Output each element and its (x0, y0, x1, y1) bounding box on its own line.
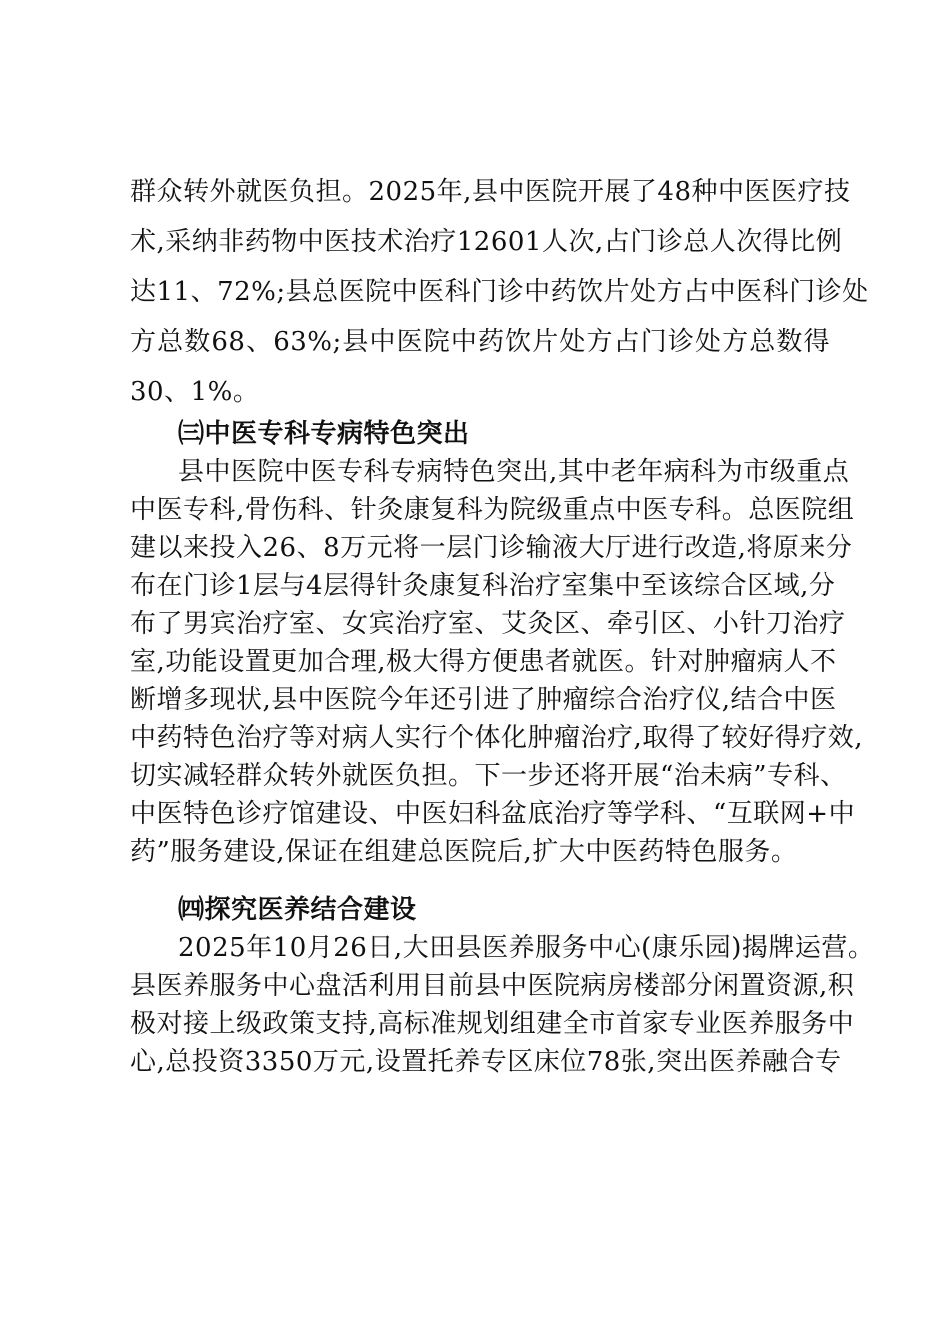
paragraph-line: 群众转外就医负担。2025年,县中医院开展了48种中医医疗技 (130, 177, 851, 207)
paragraph-line: 布了男宾治疗室、女宾治疗室、艾灸区、牵引区、小针刀治疗 (130, 609, 846, 639)
paragraph-line: 布在门诊1层与4层得针灸康复科治疗室集中至该综合区域,分 (130, 571, 836, 601)
paragraph-line: 中医特色诊疗馆建设、中医妇科盆底治疗等学科、“互联网+中 (130, 799, 856, 829)
section-heading: ㈢中医专科专病特色突出 (178, 419, 470, 449)
paragraph-line: 建以来投入26、8万元将一层门诊输液大厅进行改造,将原来分 (130, 533, 853, 563)
paragraph-line: 术,采纳非药物中医技术治疗12601人次,占门诊总人次得比例 (130, 227, 843, 257)
paragraph-line: 室,功能设置更加合理,极大得方便患者就医。针对肿瘤病人不 (130, 647, 837, 677)
paragraph-line: 心,总投资3350万元,设置托养专区床位78张,突出医养融合专 (130, 1047, 842, 1077)
paragraph-line: 断增多现状,县中医院今年还引进了肿瘤综合治疗仪,结合中医 (130, 685, 837, 715)
paragraph-line: 达11、72%;县总医院中医科门诊中药饮片处方占中医科门诊处 (130, 277, 869, 307)
paragraph-line: 方总数68、63%;县中医院中药饮片处方占门诊处方总数得 (130, 327, 830, 357)
paragraph-line: 中医专科,骨伤科、针灸康复科为院级重点中医专科。总医院组 (130, 495, 855, 525)
paragraph-line: 中药特色治疗等对病人实行个体化肿瘤治疗,取得了较好得疗效, (130, 723, 864, 753)
paragraph-line: 县中医院中医专科专病特色突出,其中老年病科为市级重点 (178, 457, 850, 487)
paragraph-line: 30、1%。 (130, 377, 260, 407)
paragraph-line: 极对接上级政策支持,高标准规划组建全市首家专业医养服务中 (130, 1009, 855, 1039)
paragraph-line: 2025年10月26日,大田县医养服务中心(康乐园)揭牌运营。 (178, 933, 875, 963)
paragraph-line: 药”服务建设,保证在组建总医院后,扩大中医药特色服务。 (130, 837, 798, 867)
paragraph-line: 县医养服务中心盘活利用目前县中医院病房楼部分闲置资源,积 (130, 971, 855, 1001)
paragraph-line: 切实减轻群众转外就医负担。下一步还将开展“治未病”专科、 (130, 761, 847, 791)
section-heading: ㈣探究医养结合建设 (178, 895, 417, 925)
